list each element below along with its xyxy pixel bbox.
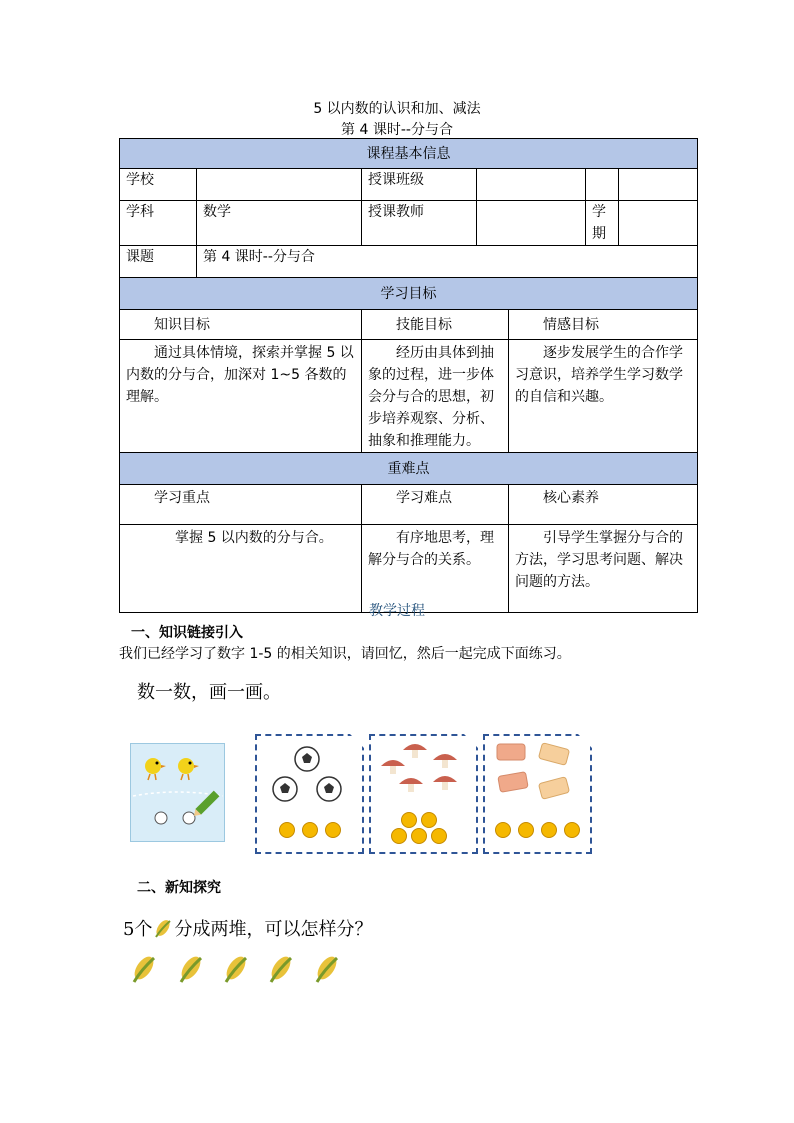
class-label: 授课班级 (362, 169, 477, 201)
mushroom-card (369, 734, 478, 854)
coin-icon (302, 822, 318, 838)
corn-icon (152, 917, 174, 939)
soccer-ball-icon (295, 747, 319, 771)
core-literacy-header: 核心素养 (509, 485, 698, 525)
document-subtitle: 第 4 课时--分与合 (341, 122, 453, 138)
school-value (197, 169, 362, 201)
chick-icon (145, 758, 166, 780)
emotion-goal-text: 逐步发展学生的合作学习意识，培养学生学习数学的自信和兴趣。 (509, 340, 698, 453)
course-info-table (119, 138, 698, 613)
corn-icon (314, 953, 340, 982)
teacher-value (477, 201, 586, 246)
mushroom-icon (403, 744, 427, 758)
coin-icon (401, 812, 417, 828)
teacher-label: 授课教师 (362, 201, 477, 246)
example-picture (130, 743, 225, 842)
key-points-header: 重难点 (120, 453, 698, 485)
knowledge-goal-header: 知识目标 (120, 310, 362, 340)
section-two-question (123, 915, 372, 941)
corn-icon (178, 953, 204, 982)
section-one-heading: 一、知识链接引入 (131, 625, 243, 641)
circle-icon (183, 812, 195, 824)
key-point-text: 掌握 5 以内数的分与合。 (120, 525, 362, 613)
eraser-icon (498, 772, 528, 793)
mushroom-icon (433, 776, 457, 790)
empty-cell (619, 169, 698, 201)
chick-icon (178, 758, 199, 780)
process-title: 教学过程 (369, 603, 425, 619)
key-point-header: 学习重点 (120, 485, 362, 525)
pencil-icon (191, 791, 219, 819)
coin-icon (564, 822, 580, 838)
coin-icon (325, 822, 341, 838)
coin-icon (391, 828, 407, 844)
subject-label: 学科 (120, 201, 197, 246)
basic-info-header: 课程基本信息 (120, 139, 698, 169)
corn-icon (131, 953, 157, 982)
coin-icon (411, 828, 427, 844)
document-title: 5 以内数的认识和加、减法 (313, 101, 481, 117)
eraser-icon (538, 743, 569, 766)
coin-icon (541, 822, 557, 838)
soccer-ball-icon (317, 777, 341, 801)
school-label: 学校 (120, 169, 197, 201)
term-label: 学期 (586, 201, 619, 246)
goals-header: 学习目标 (120, 278, 698, 310)
topic-value: 第 4 课时--分与合 (197, 246, 698, 278)
class-value (477, 169, 586, 201)
section-one-intro: 我们已经学习了数字 1-5 的相关知识，请回忆，然后一起完成下面练习。 (119, 646, 571, 662)
emotion-goal-header: 情感目标 (509, 310, 698, 340)
coin-icon (495, 822, 511, 838)
soccer-ball-card (255, 734, 364, 854)
section-one-task: 数一数，画一画。 (137, 682, 281, 703)
subject-value: 数学 (197, 201, 362, 246)
question-suffix: 分成两堆，可以怎样分？ (174, 919, 373, 940)
coin-icon (431, 828, 447, 844)
mushroom-icon (399, 778, 423, 792)
corn-icon (268, 953, 294, 982)
eraser-icon (538, 777, 569, 800)
difficulty-text: 有序地思考，理解分与合的关系。 (362, 525, 509, 613)
section-two-heading: 二、新知探究 (137, 880, 221, 896)
skill-goal-text: 经历由具体到抽象的过程，进一步体会分与合的思想，初步培养观察、分析、抽象和推理能力。 (362, 340, 509, 453)
question-prefix: 5个 (123, 919, 153, 940)
eraser-icon (497, 744, 525, 760)
empty-cell (586, 169, 619, 201)
chick-drawing-illustration (131, 744, 224, 841)
mushroom-icon (381, 760, 405, 774)
difficulty-header: 学习难点 (362, 485, 509, 525)
topic-label: 课题 (120, 246, 197, 278)
circle-icon (155, 812, 167, 824)
coin-icon (518, 822, 534, 838)
corn-row (128, 950, 348, 986)
knowledge-goal-text: 通过具体情境，探索并掌握 5 以内数的分与合，加深对 1~5 各数的理解。 (120, 340, 362, 453)
coin-icon (421, 812, 437, 828)
term-value (619, 201, 698, 246)
coin-icon (279, 822, 295, 838)
corn-icon (223, 953, 249, 982)
core-literacy-text: 引导学生掌握分与合的方法，学习思考问题、解决问题的方法。 (509, 525, 698, 613)
eraser-card (483, 734, 592, 854)
skill-goal-header: 技能目标 (362, 310, 509, 340)
mushroom-icon (433, 754, 457, 768)
soccer-ball-icon (273, 777, 297, 801)
